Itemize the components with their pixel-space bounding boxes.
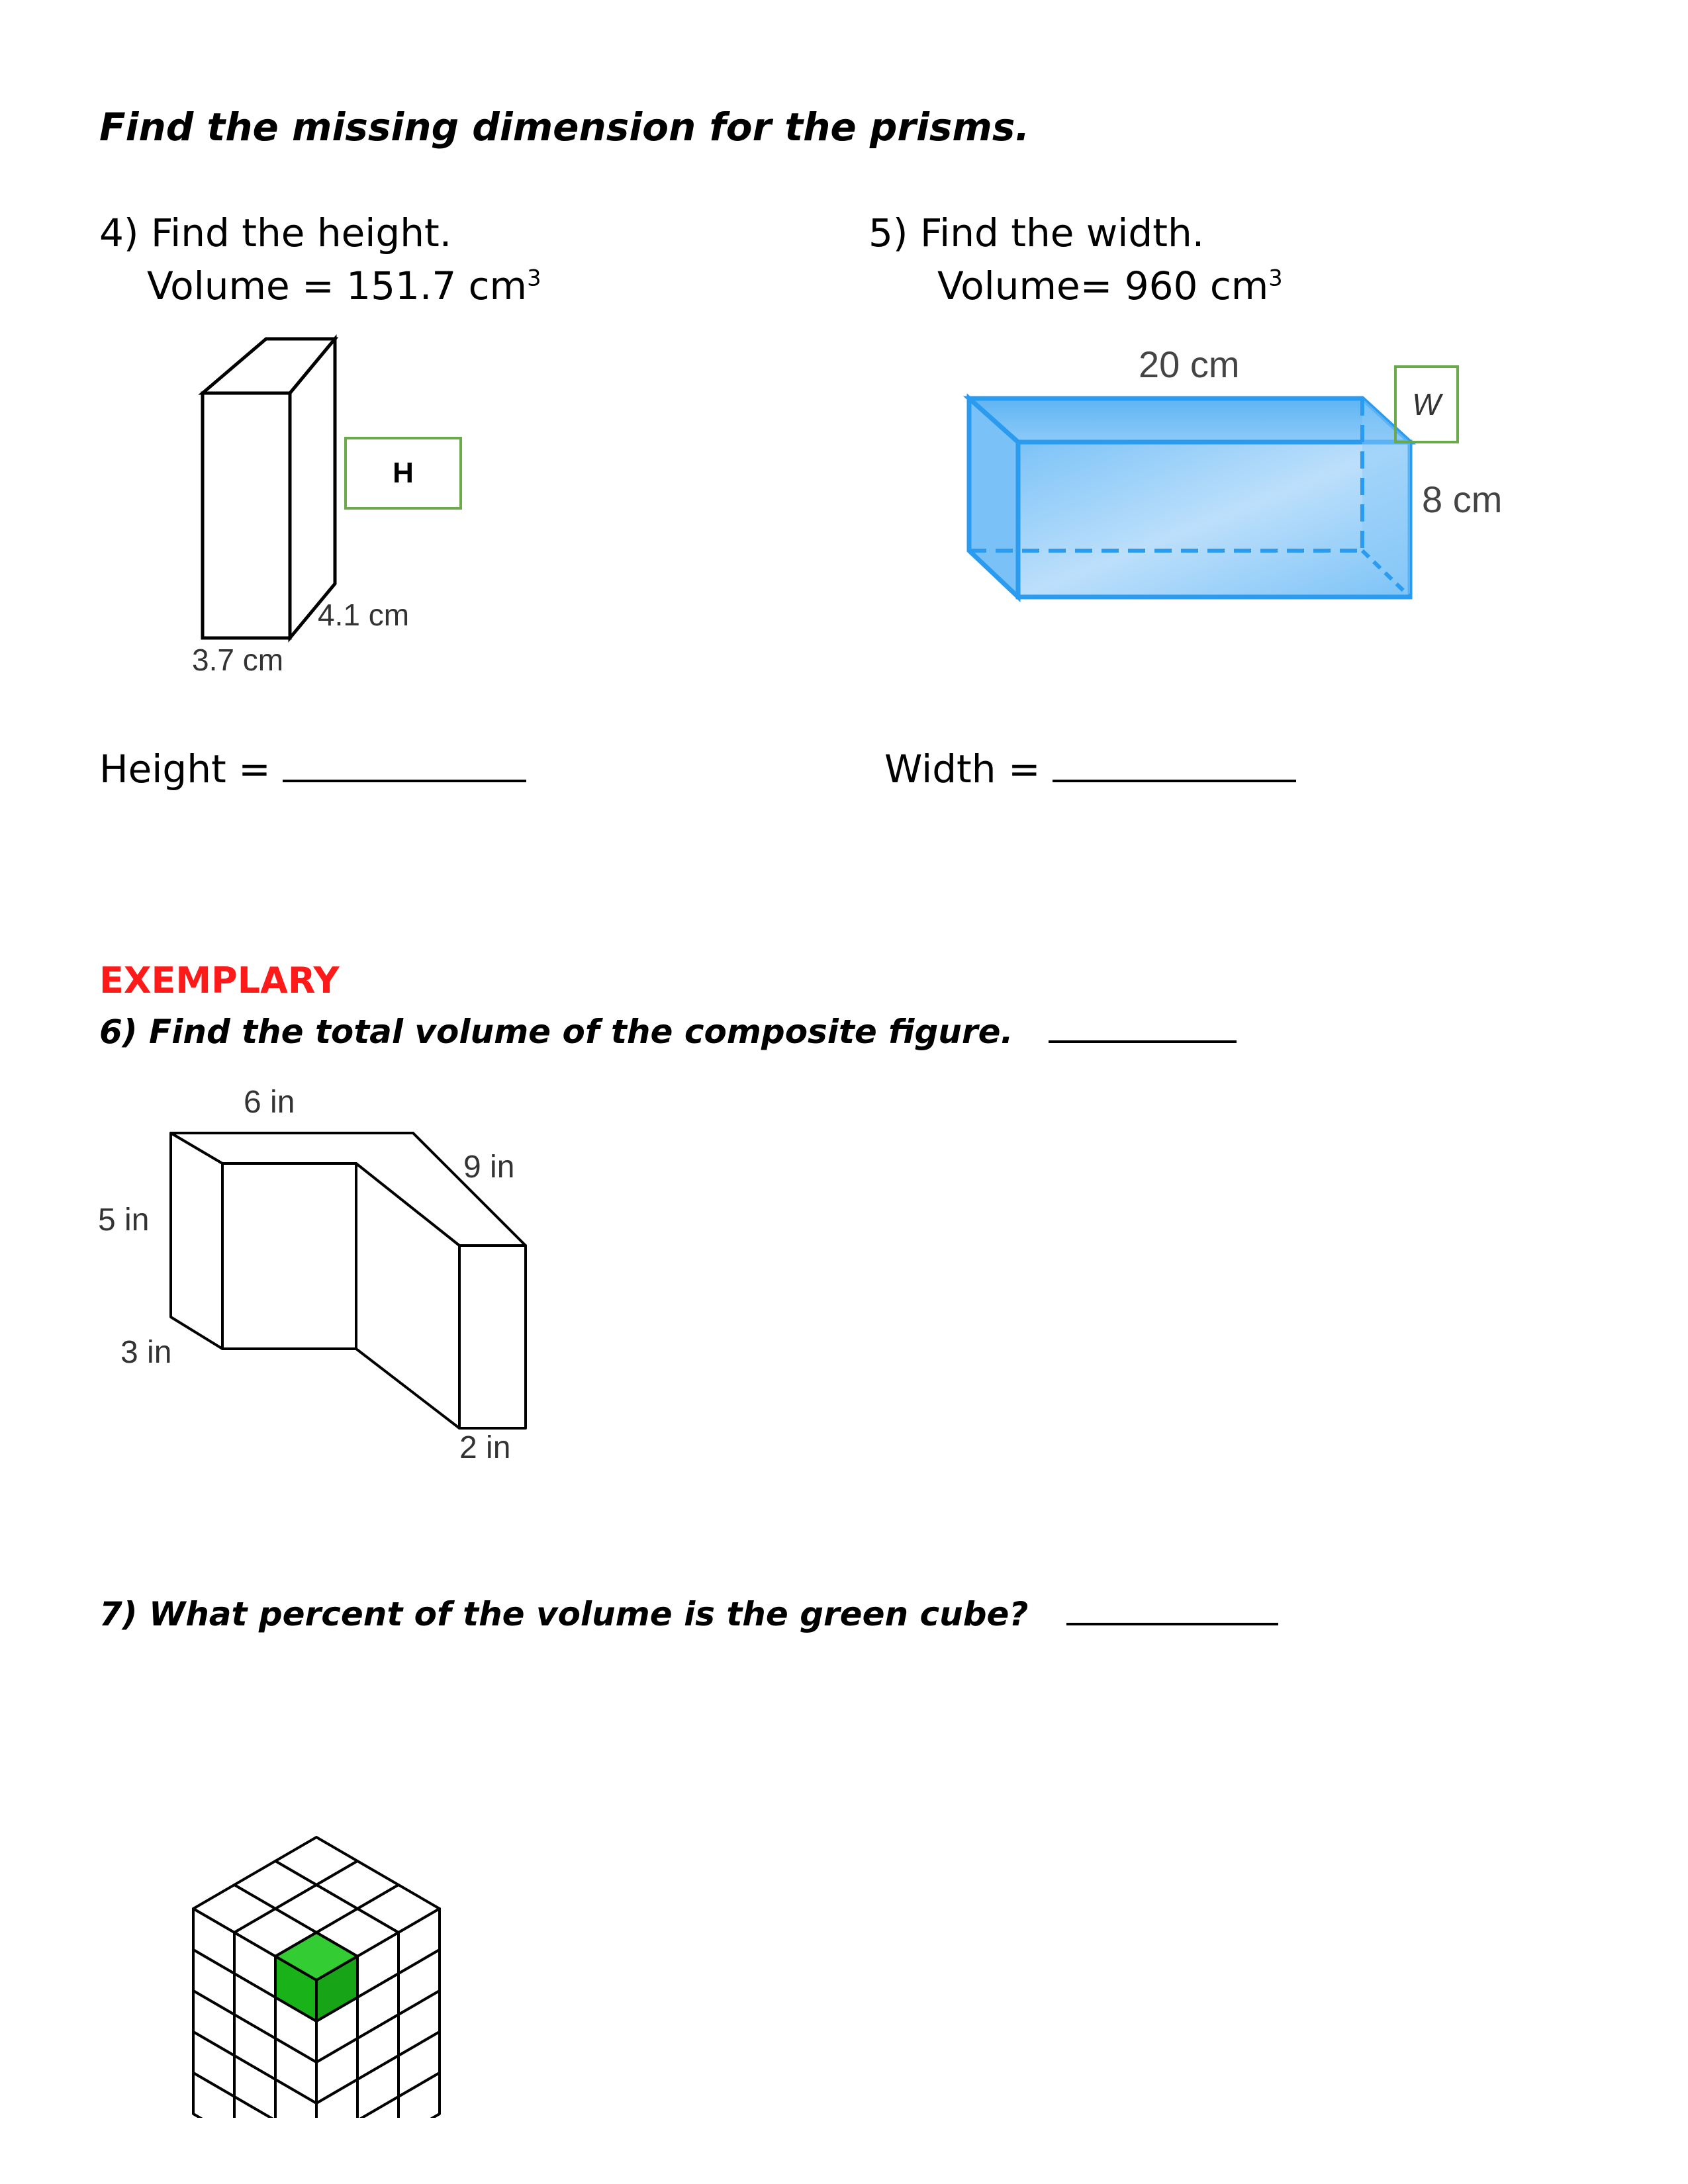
q5-prism-figure: [927, 371, 1456, 622]
q6-dim-depth: 3 in: [120, 1335, 172, 1370]
q6-dim-diag: 9 in: [463, 1150, 515, 1185]
q4-answer-label: Height =: [99, 747, 271, 792]
q4-depth-label: 4.1 cm: [318, 598, 410, 632]
q5-answer-label: Width =: [884, 747, 1041, 792]
q6-dim-top: 6 in: [244, 1085, 295, 1120]
q6-prompt: 6) Find the total volume of the composite figure.: [99, 1013, 1237, 1051]
q5-volume: Volume= 960 $cm^3$: [937, 263, 1283, 308]
q6-dim-left: 5 in: [98, 1203, 150, 1238]
q4-prompt: 4) Find the height.: [99, 210, 452, 255]
q4-volume: Volume = 151.7 $cm^3$: [147, 263, 541, 308]
worksheet-title: Find the missing dimension for the prisms.: [99, 105, 1030, 150]
q6-composite-figure: [93, 1085, 622, 1509]
q4-answer-line: [99, 747, 526, 792]
exemplary-label: EXEMPLARY: [99, 960, 340, 1001]
q4-width-label: 3.7 cm: [192, 643, 284, 677]
q5-answer-line: [884, 747, 1296, 792]
q5-width-box[interactable]: [1394, 365, 1459, 443]
q5-prompt: 5) Find the width.: [868, 210, 1205, 255]
q5-height-label: 8 cm: [1422, 478, 1503, 520]
q4-answer-blank[interactable]: [283, 780, 526, 782]
q5-width-box-label: W: [1412, 387, 1441, 422]
q4-height-box-label: H: [393, 457, 414, 489]
q4-height-box[interactable]: [344, 437, 462, 510]
q5-length-label: 20 cm: [1139, 343, 1240, 385]
q7-cube-stack-figure: [146, 1668, 490, 2118]
q6-dim-bottom: 2 in: [459, 1430, 511, 1465]
q4-prism-figure: [179, 331, 510, 688]
q5-answer-blank[interactable]: [1053, 780, 1296, 782]
q7-answer-blank[interactable]: [1066, 1623, 1278, 1625]
q7-prompt: 7) What percent of the volume is the green cube?: [99, 1595, 1278, 1633]
q6-answer-blank[interactable]: [1049, 1040, 1237, 1043]
